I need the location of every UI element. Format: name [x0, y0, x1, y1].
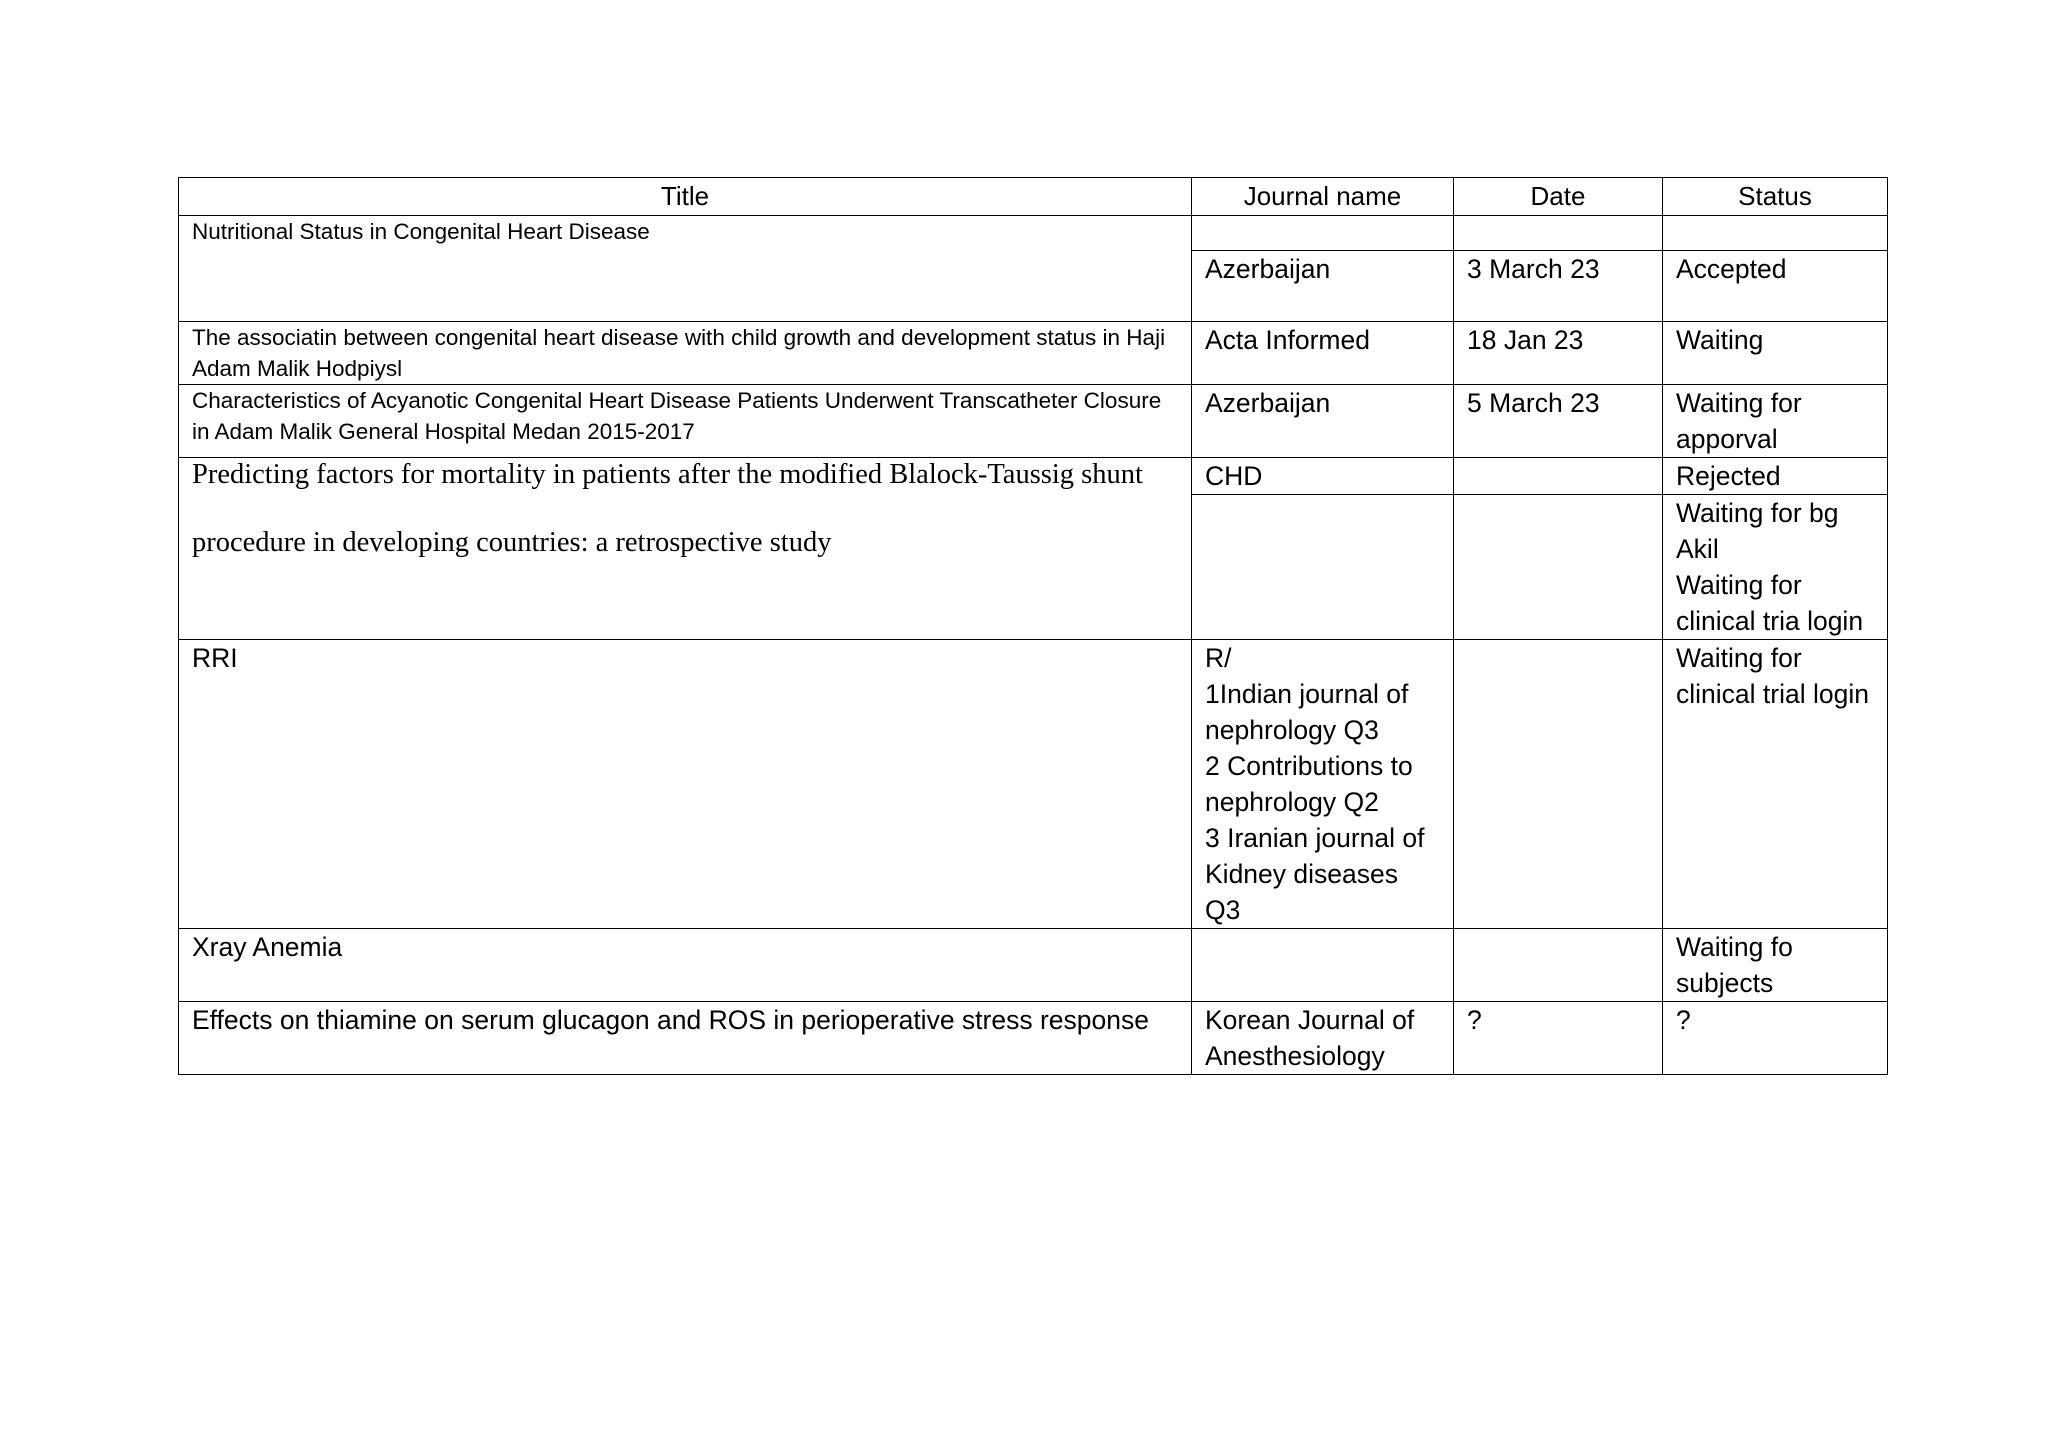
header-title: Title — [179, 178, 1192, 216]
cell-title: Characteristics of Acyanotic Congenital Heart Disease Patients Underwent Transcatheter Closure in Adam Malik General Hospital Medan 2015-2017 — [179, 385, 1192, 458]
cell-status: Waiting fo subjects — [1663, 929, 1888, 1002]
cell-date-empty — [1454, 495, 1663, 640]
table-row — [179, 640, 1888, 929]
cell-title: Nutritional Status in Congenital Heart Disease — [179, 216, 1192, 322]
header-journal-name: Journal name — [1192, 178, 1454, 216]
cell-status: Waiting for apporval — [1663, 385, 1888, 458]
cell-journal: Azerbaijan — [1192, 251, 1454, 322]
cell-journal-empty — [1192, 495, 1454, 640]
table-row — [179, 929, 1888, 1002]
cell-journal: Azerbaijan — [1192, 385, 1454, 458]
research-submissions-table — [178, 177, 1888, 1075]
cell-status: Accepted — [1663, 251, 1888, 322]
header-status: Status — [1663, 178, 1888, 216]
table-row — [179, 322, 1888, 385]
cell-title: RRI — [179, 640, 1192, 929]
cell-status: Rejected — [1663, 458, 1888, 495]
cell-date — [1454, 640, 1663, 929]
header-date: Date — [1454, 178, 1663, 216]
cell-journal — [1192, 929, 1454, 1002]
title-text: Predicting factors for mortality in patients after the modified Blalock-Taussig shunt procedure in developing countries: a retrospective study — [192, 459, 1143, 558]
table-row — [179, 1002, 1888, 1075]
cell-journal: CHD — [1192, 458, 1454, 495]
cell-title: Effects on thiamine on serum glucagon and ROS in perioperative stress response — [179, 1002, 1192, 1075]
cell-status-empty — [1663, 216, 1888, 251]
cell-journal: Acta Informed — [1192, 322, 1454, 385]
header-row — [179, 178, 1888, 216]
cell-date — [1454, 929, 1663, 1002]
cell-date — [1454, 458, 1663, 495]
cell-journal-empty — [1192, 216, 1454, 251]
cell-status: ? — [1663, 1002, 1888, 1075]
table-row — [179, 385, 1888, 458]
cell-date: ? — [1454, 1002, 1663, 1075]
cell-date: 18 Jan 23 — [1454, 322, 1663, 385]
cell-status: Waiting for clinical trial login — [1663, 640, 1888, 929]
cell-title: Xray Anemia — [179, 929, 1192, 1002]
cell-status: Waiting for bg Akil Waiting for clinical tria login — [1663, 495, 1888, 640]
table-row — [179, 216, 1888, 251]
cell-title: The associatin between congenital heart disease with child growth and development status in Haji Adam Malik Hodpiysl — [179, 322, 1192, 385]
cell-date-empty — [1454, 216, 1663, 251]
cell-status: Waiting — [1663, 322, 1888, 385]
cell-date: 5 March 23 — [1454, 385, 1663, 458]
cell-date: 3 March 23 — [1454, 251, 1663, 322]
table-row — [179, 458, 1888, 495]
cell-journal: Korean Journal of Anesthesiology — [1192, 1002, 1454, 1075]
cell-title — [179, 458, 1192, 640]
cell-journal: R/ 1Indian journal of nephrology Q3 2 Contributions to nephrology Q2 3 Iranian journal of Kidney diseases Q3 — [1192, 640, 1454, 929]
